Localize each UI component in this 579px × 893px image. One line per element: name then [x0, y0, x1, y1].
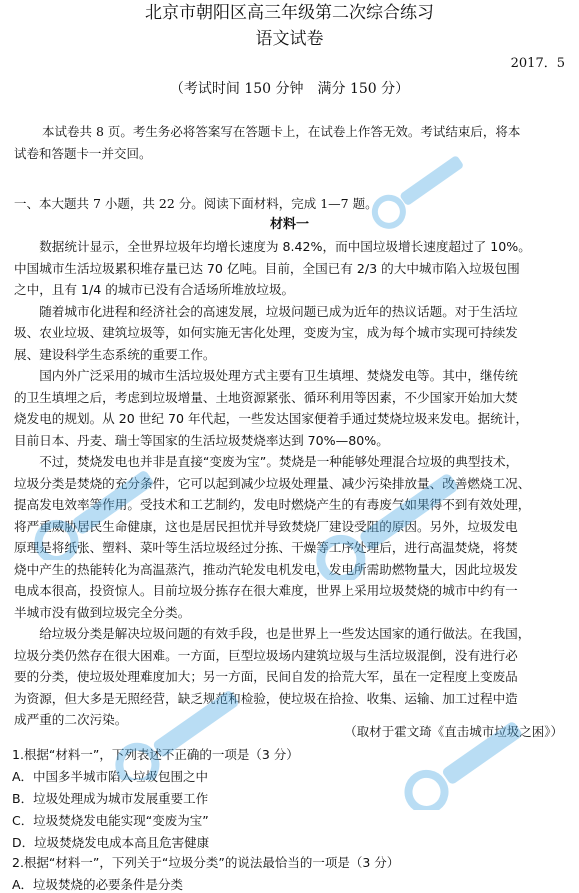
- passage-line: 国内外广泛采用的城市生活垃圾处理方式主要有卫生填埋、焚烧发电等。其中，继传统: [14, 368, 518, 383]
- passage-line: 原理是将纸张、塑料、菜叶等生活垃圾经过分拣、干燥等工序处理后，进行高温焚烧，将焚: [14, 540, 518, 555]
- section-heading: 一、本大题共 7 小题，共 22 分。阅读下面材料，完成 1—7 题。: [14, 196, 378, 211]
- passage-line: 展、建设科学生态系统的重要工作。: [14, 346, 216, 362]
- exam-info: （考试时间 150 分钟 满分 150 分）: [169, 81, 410, 97]
- passage-line: 电成本很高，投资惊人。目前垃圾分拣存在很大难度，世界上采用垃圾焚烧的城市中约有一: [14, 583, 518, 598]
- intro-line-1: 本试卷共 8 页。考生务必将答案写在答题卡上，在试卷上作答无效。考试结束后，将本: [42, 124, 521, 139]
- passage-line: 要的分类，使垃圾处理难度加大；另一方面，民间自发的拾荒大军，虽在一定程度上变废品: [14, 669, 518, 684]
- exam-subtitle: 语文试卷: [255, 29, 324, 49]
- passage-line: 成严重的二次污染。: [14, 712, 128, 727]
- passage-line: 垃圾分类是焚烧的充分条件，它可以起到减少垃圾处理量、减少污染排放量、改善燃烧工况、: [14, 475, 531, 491]
- passage-line: 烧中产生的热能转化为高温蒸汽，推动汽轮发电机发电，发电所需助燃物量大，因此垃圾发: [14, 561, 518, 577]
- question-1-stem: 1.根据“材料一”，下列表述不正确的一项是（3 分）: [12, 747, 299, 762]
- question-1-option-a: A．中国多半城市陷入垃圾包围之中: [12, 769, 209, 784]
- question-2-option-a: A．垃圾焚烧的必要条件是分类: [12, 877, 184, 892]
- passage-line: 将严重威胁居民生命健康，这也是居民担忧并导致焚烧厂建设受阻的原因。另外，垃圾发电: [14, 518, 518, 534]
- exam-title: 北京市朝阳区高三年级第二次综合练习: [145, 3, 434, 23]
- passage-line: 数据统计显示，全世界垃圾年均增长速度为 8.42%，而中国垃圾增长速度超过了 10%。: [14, 239, 531, 254]
- passage-line: 圾、农业垃圾、建筑垃圾等，如何实施无害化处理，变废为宝，成为每个城市实现可持续发: [14, 325, 518, 340]
- passage-line: 为资源，但大多是无照经营，缺乏规范和检验，使垃圾在拾捡、收集、运输、加工过程中造: [14, 690, 518, 706]
- passage-line: 目前日本、丹麦、瑞士等国家的生活垃圾焚烧率达到 70%—80%。: [14, 432, 389, 448]
- passage-line: 提高发电效率等作用。受技术和工艺制约，发电时燃烧产生的有毒废气如果得不到有效处理，: [14, 497, 531, 512]
- passage-line: 不过，焚烧发电也并非是直接“变废为宝”。焚烧是一种能够处理混合垃圾的典型技术，: [14, 454, 519, 469]
- question-1-option-d: D．垃圾焚烧发电成本高且危害健康: [12, 835, 210, 850]
- question-1-option-c: C．垃圾焚烧发电能实现“变废为宝”: [12, 813, 209, 828]
- passage-line: 给垃圾分类是解决垃圾问题的有效手段，也是世界上一些发达国家的通行做法。在我国，: [14, 626, 531, 641]
- question-2-stem: 2.根据“材料一”，下列关于“垃圾分类”的说法最恰当的一项是（3 分）: [12, 855, 400, 870]
- source-citation: （取材于霍文琦《直击城市垃圾之困》）: [344, 724, 563, 739]
- passage-line: 中国城市生活垃圾累积堆存量已达 70 亿吨。目前，全国已有 2/3 的大中城市陷入垃圾包围: [14, 260, 520, 276]
- exam-date: 2017．5: [510, 56, 565, 71]
- material-title: 材料一: [269, 217, 309, 232]
- passage-line: 之中，且有 1/4 的城市已没有合适场所堆放垃圾。: [14, 282, 295, 297]
- passage-line: 烧发电的规划。从 20 世纪 70 年代起，一些发达国家便着手通过焚烧垃圾来发电。据统计，: [14, 411, 529, 426]
- passage-line: 半城市没有做到垃圾完全分类。: [14, 604, 191, 620]
- passage-line: 垃圾分类仍然存在很大困难。一方面，巨型垃圾场内建筑垃圾与生活垃圾混倒，没有进行必: [14, 647, 518, 663]
- intro-line-2: 试卷和答题卡一并交回。: [14, 146, 152, 161]
- passage-line: 的卫生填埋之后，考虑到垃圾增量、土地资源紧张、循环利用等因素，不少国家开始加大焚: [14, 389, 518, 405]
- passage-line: 随着城市化进程和经济社会的高速发展，垃圾问题已成为近年的热议话题。对于生活垃: [14, 303, 518, 319]
- question-1-option-b: B．垃圾处理成为城市发展重要工作: [12, 791, 209, 806]
